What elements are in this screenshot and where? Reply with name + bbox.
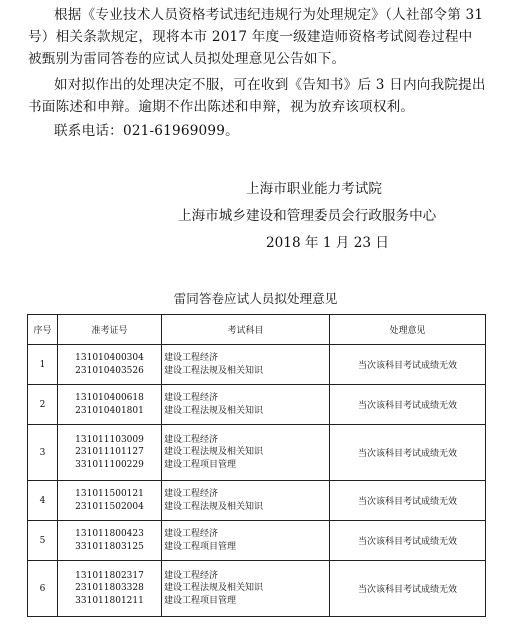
exam-subjects-cell bbox=[162, 521, 330, 561]
table-row bbox=[28, 521, 486, 561]
table-row bbox=[28, 425, 486, 481]
notice-paragraph-appeal: 如对拟作出的处理决定不服，可在收到《告知书》后 3 日内向我院提出书面陈述和申辩。逾期不作出陈述和申辩，视为放弃该项权利。 bbox=[28, 77, 486, 115]
exam-subjects-cell bbox=[162, 385, 330, 425]
ticket-number: 331011100229 bbox=[75, 459, 144, 470]
exam-subjects-cell bbox=[162, 345, 330, 385]
signature-date: 2018 年 1 月 23 日 bbox=[266, 235, 389, 251]
row-number: 3 bbox=[28, 425, 58, 481]
ticket-number: 231011101127 bbox=[75, 447, 144, 458]
table-row bbox=[28, 345, 486, 385]
ticket-number: 131010400304 bbox=[75, 352, 144, 363]
signature-org-service-center: 上海市城乡建设和管理委员会行政服务中心 bbox=[178, 208, 437, 224]
penalty-table bbox=[27, 314, 486, 617]
penalty-result: 当次该科目考试成绩无效 bbox=[330, 425, 486, 481]
ticket-number: 131011802317 bbox=[75, 570, 144, 581]
penalty-result: 当次该科目考试成绩无效 bbox=[330, 385, 486, 425]
exam-subject: 建设工程法规及相关知识 bbox=[164, 447, 264, 458]
exam-subject: 建设工程法规及相关知识 bbox=[164, 501, 264, 512]
penalty-result: 当次该科目考试成绩无效 bbox=[330, 561, 486, 617]
header-no: 序号 bbox=[28, 315, 58, 345]
ticket-number: 131011103009 bbox=[75, 434, 144, 445]
ticket-number: 131010400618 bbox=[75, 392, 144, 403]
exam-subject: 建设工程经济 bbox=[164, 392, 219, 403]
ticket-number: 231010403526 bbox=[75, 365, 144, 376]
row-number: 4 bbox=[28, 481, 58, 521]
exam-subject: 建设工程项目管理 bbox=[164, 595, 237, 606]
ticket-numbers-cell bbox=[58, 561, 162, 617]
table-body bbox=[28, 345, 486, 617]
contact-phone: 联系电话：021-61969099。 bbox=[54, 123, 239, 139]
ticket-number: 131011500121 bbox=[75, 488, 144, 499]
exam-subject: 建设工程项目管理 bbox=[164, 459, 237, 470]
table-row bbox=[28, 561, 486, 617]
exam-subjects-cell bbox=[162, 481, 330, 521]
notice-paragraph-legal-basis: 根据《专业技术人员资格考试违纪违规行为处理规定》（人社部令第 31 号）相关条款规定，现将本市 2017 年度一级建造师资格考试阅卷过程中被甄别为雷同答卷的应试人员拟处理意见公告如下。 bbox=[28, 7, 484, 67]
exam-subject: 建设工程法规及相关知识 bbox=[164, 365, 264, 376]
ticket-number: 231010401801 bbox=[75, 405, 144, 416]
ticket-numbers-cell bbox=[58, 385, 162, 425]
row-number: 5 bbox=[28, 521, 58, 561]
ticket-number: 231011502004 bbox=[75, 501, 144, 512]
exam-subject: 建设工程法规及相关知识 bbox=[164, 405, 264, 416]
exam-subjects-cell bbox=[162, 425, 330, 481]
row-number: 6 bbox=[28, 561, 58, 617]
ticket-numbers-cell bbox=[58, 481, 162, 521]
ticket-number: 231011803328 bbox=[75, 583, 144, 594]
exam-subject: 建设工程经济 bbox=[164, 488, 219, 499]
ticket-number: 331011803125 bbox=[75, 541, 144, 552]
penalty-result: 当次该科目考试成绩无效 bbox=[330, 481, 486, 521]
ticket-numbers-cell bbox=[58, 521, 162, 561]
exam-subject: 建设工程项目管理 bbox=[164, 541, 237, 552]
exam-subject: 建设工程法规及相关知识 bbox=[164, 583, 264, 594]
header-exam-subject: 考试科目 bbox=[162, 315, 330, 345]
table-title: 雷同答卷应试人员拟处理意见 bbox=[173, 291, 338, 306]
ticket-numbers-cell bbox=[58, 345, 162, 385]
ticket-numbers-cell bbox=[58, 425, 162, 481]
exam-subject: 建设工程经济 bbox=[164, 434, 219, 445]
exam-subject: 建设工程经济 bbox=[164, 352, 219, 363]
table-header-row bbox=[28, 315, 486, 345]
penalty-result: 当次该科目考试成绩无效 bbox=[330, 345, 486, 385]
header-result: 处理意见 bbox=[330, 315, 486, 345]
penalty-result: 当次该科目考试成绩无效 bbox=[330, 521, 486, 561]
exam-subject: 建设工程经济 bbox=[164, 528, 219, 539]
exam-subject: 建设工程经济 bbox=[164, 570, 219, 581]
table-row bbox=[28, 481, 486, 521]
row-number: 1 bbox=[28, 345, 58, 385]
row-number: 2 bbox=[28, 385, 58, 425]
header-ticket-number: 准考证号 bbox=[58, 315, 162, 345]
exam-subjects-cell bbox=[162, 561, 330, 617]
ticket-number: 331011801211 bbox=[75, 595, 144, 606]
ticket-number: 131011800423 bbox=[75, 528, 144, 539]
signature-org-exam-institute: 上海市职业能力考试院 bbox=[246, 181, 382, 197]
table-row bbox=[28, 385, 486, 425]
